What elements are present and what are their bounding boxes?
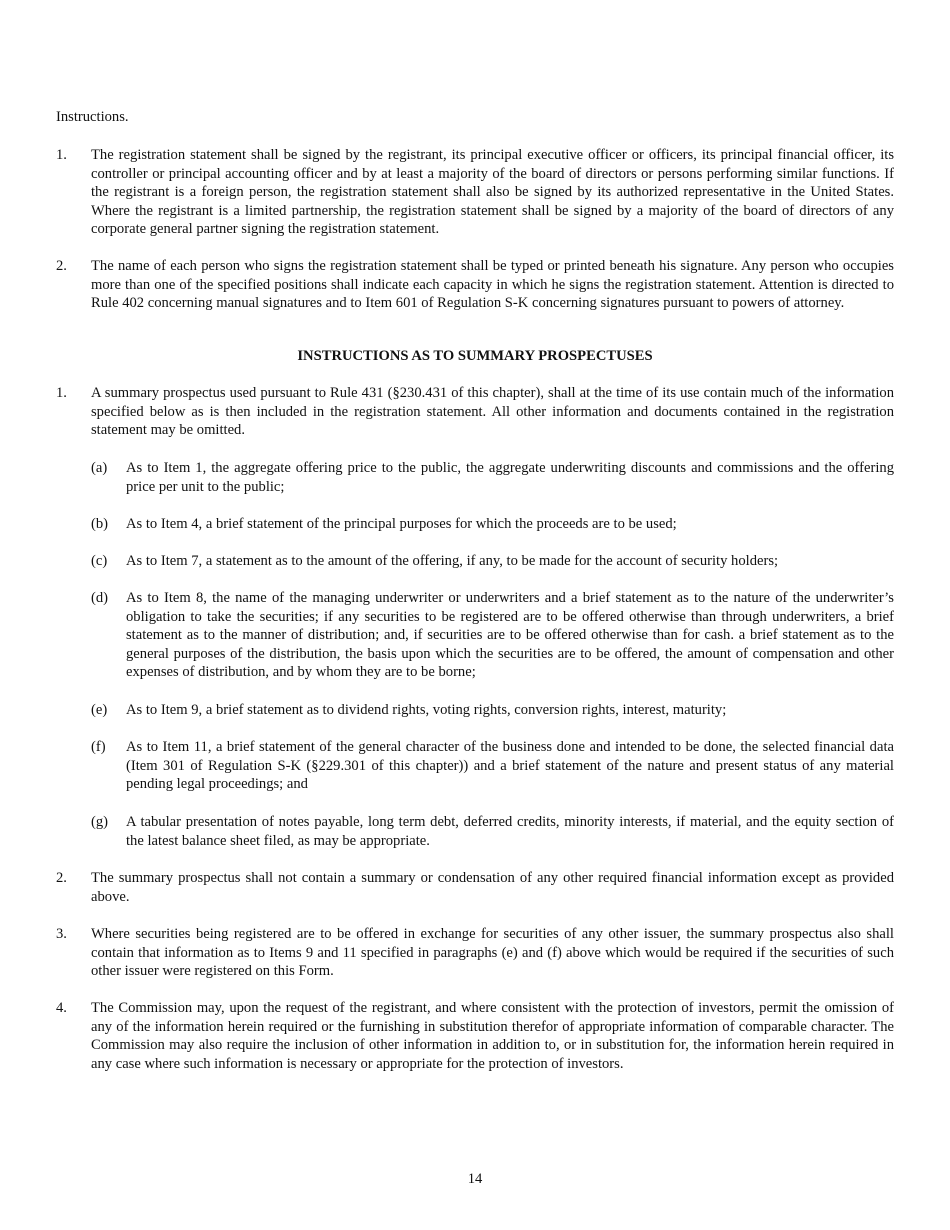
summary-subitem-e [56, 701, 894, 720]
item-number: 1. [56, 147, 67, 163]
summary-item-3 [56, 925, 894, 981]
signature-item-2 [56, 257, 894, 313]
subitem-text: As to Item 4, a brief statement of the principal purposes for which the proceeds are to be used; [126, 516, 677, 532]
item-text: A summary prospectus used pursuant to Rule 431 (§230.431 of this chapter), shall at the time of its use contain much of the information specified below as is then included in the registration statement. All other information and documents contained in the registration statement may be omitted. [91, 385, 894, 439]
instructions-label: Instructions. [56, 109, 129, 125]
subitem-label: (c) [91, 553, 108, 569]
subitem-text: As to Item 7, a statement as to the amount of the offering, if any, to be made for the account of security holders; [126, 553, 779, 569]
summary-subitem-c [56, 552, 894, 571]
item-text: The registration statement shall be signed by the registrant, its principal executive officer or officers, its principal financial officer, its controller or principal accounting officer and by at least a majority of the board of directors or persons performing similar functions. If the registrant is a foreign person, the registration statement shall also be signed by its authorized representative in the United States. Where the registrant is a limited partnership, the registration statement shall be signed by a majority of the board of directors of any corporate general partner signing the registration statement. [91, 147, 894, 238]
item-number: 2. [56, 870, 67, 886]
item-number: 4. [56, 1000, 67, 1016]
summary-subitem-d [56, 589, 894, 682]
subitem-text: As to Item 9, a brief statement as to dividend rights, voting rights, conversion rights, interest, maturity; [126, 702, 727, 718]
page-number: 14 [467, 1171, 483, 1187]
subitem-text: As to Item 8, the name of the managing underwriter or underwriters and a brief statement as to the nature of the underwriter’s obligation to take the securities; if any securities to be registered are to be offered otherwise than through underwriters, a brief statement as to the manner of distribution; and, if securities are to be offered otherwise than for cash. a brief statement as to the general purposes of the distribution, the basis upon which the securities are to be offered, the amount of compensation and other expenses of distribution, and by whom they are to be borne; [126, 590, 894, 681]
subitem-label: (g) [91, 814, 109, 830]
item-text: Where securities being registered are to be offered in exchange for securities of any other issuer, the summary prospectus also shall contain that information as to Items 9 and 11 specified in paragraphs (e) and (f) above which would be required if the securities of such other issuer were registered on this Form. [91, 926, 894, 980]
item-number: 1. [56, 385, 67, 401]
signature-item-1 [56, 146, 894, 239]
summary-item-4 [56, 999, 894, 1073]
subitem-label: (d) [91, 590, 109, 606]
summary-item-1 [56, 384, 894, 440]
subitem-text: As to Item 11, a brief statement of the general character of the business done and intended to be done, the selected financial data (Item 301 of Regulation S-K (§229.301 of this chapter)) and a brief statement of the nature and present status of any material pending legal proceedings; and [126, 739, 894, 793]
summary-subitem-g [56, 813, 894, 850]
summary-item-2 [56, 869, 894, 906]
subitem-text: A tabular presentation of notes payable, long term debt, deferred credits, minority interests, if material, and the equity section of the latest balance sheet filed, as may be appropriate. [126, 814, 894, 849]
item-number: 3. [56, 926, 67, 942]
item-text: The summary prospectus shall not contain a summary or condensation of any other required financial information except as provided above. [91, 870, 894, 905]
subitem-label: (e) [91, 702, 108, 718]
summary-subitem-a [56, 459, 894, 496]
item-text: The name of each person who signs the registration statement shall be typed or printed beneath his signature. Any person who occupies more than one of the specified positions shall indicate each capacity in which he signs the registration statement. Attention is directed to Rule 402 concerning manual signatures and to Item 601 of Regulation S-K concerning signatures pursuant to powers of attorney. [91, 258, 894, 312]
subitem-label: (a) [91, 460, 108, 476]
subitem-label: (f) [91, 739, 106, 755]
summary-subitem-f [56, 738, 894, 794]
item-number: 2. [56, 258, 67, 274]
document-page [56, 0, 894, 1230]
summary-subitem-b [56, 515, 894, 534]
subitem-text: As to Item 1, the aggregate offering price to the public, the aggregate underwriting discounts and commissions and the offering price per unit to the public; [126, 460, 894, 495]
summary-prospectus-heading: INSTRUCTIONS AS TO SUMMARY PROSPECTUSES [297, 348, 653, 364]
subitem-label: (b) [91, 516, 109, 532]
item-text: The Commission may, upon the request of the registrant, and where consistent with the protection of investors, permit the omission of any of the information herein required or the furnishing in substitution therefor of appropriate information of comparable character. The Commission may also require the inclusion of other information in addition to, or in substitution for, the information herein required in any case where such information is necessary or appropriate for the protection of investors. [91, 1000, 894, 1072]
